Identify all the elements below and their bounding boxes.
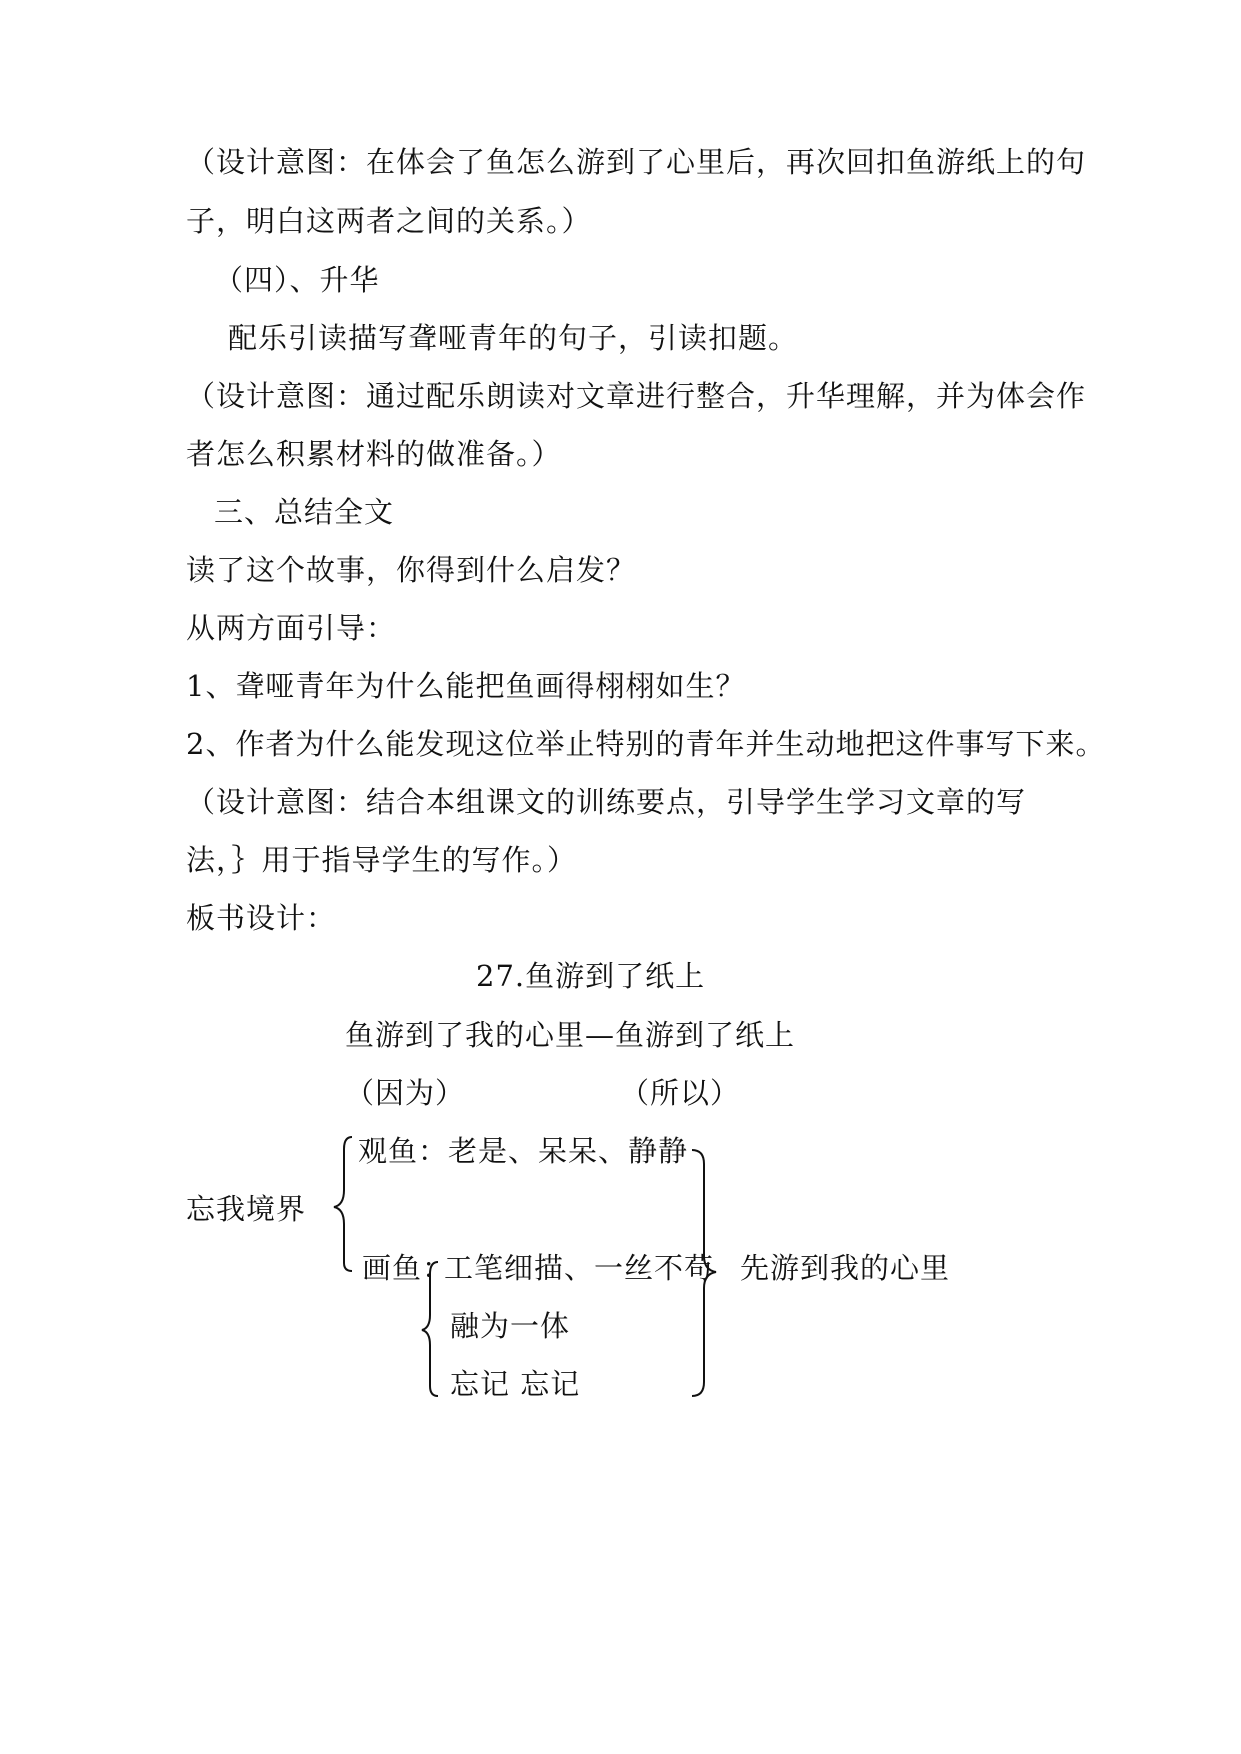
intent-1-line-b: 子，明白这两者之间的关系。） [186,204,592,238]
guide-text: 从两方面引导： [186,611,397,645]
section-4-heading: （四）、升华 [214,263,380,297]
board-title: 27.鱼游到了纸上 [476,959,706,993]
guide-item-1: 1、聋哑青年为什么能把鱼画得栩栩如生？ [186,669,746,703]
board-draw-item-1: 工笔细描、一丝不苟 [444,1251,715,1285]
board-draw-item-2: 融为一体 [450,1309,571,1343]
question-text: 读了这个故事，你得到什么启发？ [186,553,637,587]
board-draw-fish: 画鱼： [362,1251,453,1285]
section-3-heading: 三、总结全文 [214,495,395,529]
intent-3-line-b: 法，｝用于指导学生的写作。） [186,843,578,877]
intent-3-line-a: （设计意图：结合本组课文的训练要点，引导学生学习文章的写 [186,785,1027,819]
board-left-label: 忘我境界 [186,1192,307,1226]
read-with-music-text: 配乐引读描写聋哑青年的句子，引读扣题。 [228,321,799,355]
intent-2-line-b: 者怎么积累材料的做准备。） [186,437,562,471]
board-because: （因为） [345,1076,466,1110]
board-design-heading: 板书设计： [186,901,337,935]
board-draw-item-3: 忘记 忘记 [450,1367,581,1401]
board-so: （所以） [620,1076,741,1110]
board-relation: 鱼游到了我的心里—鱼游到了纸上 [345,1018,796,1052]
left-brace [330,1135,360,1275]
intent-2-line-a: （设计意图：通过配乐朗读对文章进行整合，升华理解，并为体会作 [186,379,1087,413]
inner-brace [418,1260,446,1400]
board-watch-fish: 观鱼：老是、呆呆、静静 [358,1134,689,1168]
guide-item-2: 2、作者为什么能发现这位举止特别的青年并生动地把这件事写下来。 [186,727,1106,761]
right-brace [688,1148,722,1400]
board-right-label: 先游到我的心里 [740,1251,951,1285]
intent-1-line-a: （设计意图：在体会了鱼怎么游到了心里后，再次回扣鱼游纸上的句 [186,145,1087,179]
